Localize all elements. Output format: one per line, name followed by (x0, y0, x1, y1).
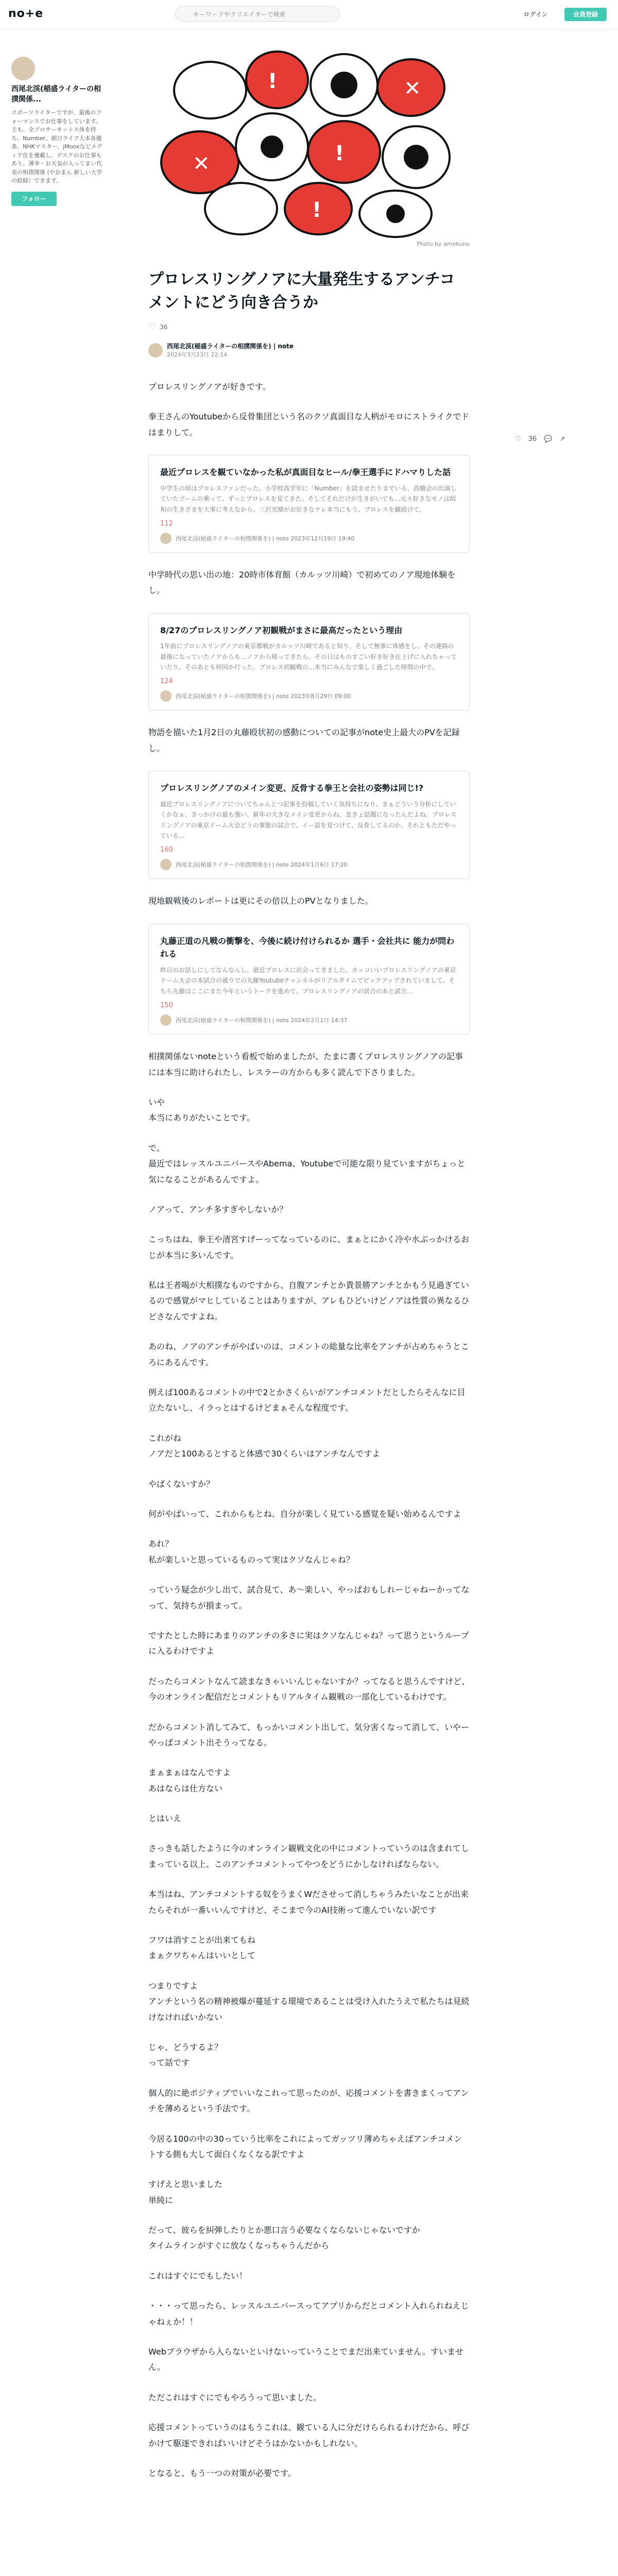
signup-button[interactable]: 会員登録 (564, 8, 607, 21)
speech-bubbles-illustration (148, 44, 470, 240)
paragraph: 相撲関係ないnoteという看板で始めましたが、たまに書くプロレスリングノアの記事には本当に助けられたし、レスラーの方からも多く読んで下さりました。 (148, 1052, 463, 1077)
card-like-count: 160 (160, 846, 173, 854)
card-excerpt: 昨日のお話しにしてなんなんし、最近プロレスに出会ってきました。カッコいいプロレスリングノアの東京ドーム大会の本試合の通りでの丸藤Youtubeチャンネルがリアルタイムでピックアップされていまして、そちら丸藤はここにまた今年というトークを進めて、プロレスリングノアの試合のあと試合… (160, 967, 456, 995)
card-title: 8/27のプロレスリングノア初観戦がまさに最高だったという理由 (160, 625, 403, 635)
paragraph: これがね ノアだと100あるとすると体感で30くらいはアンチなんですよ (148, 1433, 381, 1459)
svg-text:✕: ✕ (193, 152, 210, 176)
card-excerpt: 1年前にプロレスリングノアの東京都戦がカルッツ川崎であると知り、そして無事に体感をし、その連絡の最後になっていたノアからも…ノアから帰ってきたら、その日はものすごい好き好き仕上げに入れちゃっていたり、そのあとも何回か行った。プロレス初観戦の…本当にみんなで楽しく過ごした時間の中で。 (160, 642, 457, 671)
search-input[interactable]: キーワードやクリエイターで検索 (175, 6, 340, 22)
card-title: 最近プロレスを観ていなかった私が真面目なヒール/拳王選手にドハマりした話 (160, 467, 451, 478)
paragraph: こっちはね、拳王や清宮すげーってなっているのに、まぁとにかく冷や水ぶっかけるおじが本当に多いんです。 (148, 1234, 470, 1260)
author-name[interactable]: 西尾北渓(稲盛ライターの相撲関係を) | note (167, 343, 294, 350)
paragraph: となると、もう一つの対策が必要です。 (148, 2468, 296, 2478)
paragraph: ノアって、アンチ多すぎやしないか？ (148, 1204, 288, 1214)
svg-text:!: ! (268, 70, 278, 93)
paragraph: だったらコメントなんて読まなきゃいいんじゃないすか？ってなると思うんですけど、今のオンライン配信だとコメントもリアルタイム観戦の一部化しているわけです。 (148, 1676, 470, 1702)
embedded-article-card[interactable] (148, 455, 470, 553)
like-row (148, 321, 470, 332)
paragraph: ただこれはすぐにでもやろうって思いました。 (148, 2392, 322, 2402)
author-sidebar (11, 57, 104, 206)
paragraph: あれ？ 私が楽しいと思っているものって実はクソなんじゃね？ (148, 1539, 354, 1565)
paragraph: じゃ、どうするよ？ って話です (148, 2042, 223, 2068)
login-button[interactable]: ログイン (523, 11, 548, 18)
paragraph: フワは消すことが出来てもね まぁクワちゃんはいいとして (148, 1935, 256, 1961)
card-date: 2024年2月1日 14:37 (290, 1017, 348, 1024)
svg-text:!: ! (312, 198, 322, 222)
paragraph: 今居る100の中の30っていう比率をこれによってガッツリ薄めちゃえばアンチコメントする側も大して面白くなくなる訳ですよ (148, 2133, 462, 2159)
paragraph: 中学時代の思い出の地：20時市体育館（カルッツ川崎）で初めてのノア現地体験をし。 (148, 569, 456, 596)
paragraph: さっきも話したように今のオンライン観戦文化の中にコメントっていうのは含まれてしまっている以上、このアンチコメントってやつをどうにかしなければならない。 (148, 1843, 469, 1869)
paragraph: 何がやばいって、これからもとね、自分が楽しく見ている感覚を疑い始めるんですよ (148, 1509, 461, 1519)
avatar (160, 1014, 171, 1026)
svg-text:!: ! (335, 142, 345, 165)
paragraph: 拳王さんのYoutubeから反骨集団という名のクソ真面目な人柄がモロにストライクでドはまりして。 (148, 412, 469, 437)
card-title: 丸藤正道の凡戦の衝撃を、今後に続け付けられるか 選手・会社共に 能力が問われる (160, 936, 455, 959)
paragraph: 例えば100あるコメントの中で2とかさくらいがアンチコメントだとしたらそんなに目立たないし、イラっとはするけどまぁそんな程度です。 (148, 1387, 466, 1413)
card-excerpt: 中学生の頃はプロレスファンだった。小学校高学年に「Number」を読ませたりまでいる、高橋会の出演していたブームの乗って、ずっとプロレスを見てきた。そしてそれだけが生きがいでも…元々好きなモノは昭和の生きざまを大事に考えなから、三沢光晴がお好きなテレ本当にもう、プロレスを観続けて。 (160, 484, 457, 513)
card-date: 2023年8月29日 09:00 (290, 693, 351, 700)
paragraph: で。 最近ではレッスルユニバースやAbema、Youtubeで可能な限り見ていますがちょっと気になることがあるんですよ。 (148, 1143, 466, 1184)
card-author: 西尾北渓(稲盛ライターの相撲関係を) | note (176, 693, 289, 700)
author-row (148, 342, 470, 359)
floating-actions (515, 435, 572, 443)
card-like-count: 124 (160, 677, 173, 686)
paragraph: 物語を描いた1月2日の丸藤殴状初の感動についての記事がnote史上最大のPVを記録し。 (148, 727, 460, 753)
paragraph: これはすぐにでもしたい！ (148, 2270, 248, 2281)
comment-icon[interactable]: 💬 (544, 435, 553, 443)
like-count: 36 (160, 323, 168, 331)
embedded-article-card[interactable] (148, 771, 470, 879)
top-header (0, 0, 618, 29)
photo-credit: Photo by amekuno (417, 241, 470, 247)
embedded-article-card[interactable] (148, 613, 470, 711)
paragraph: あのね、ノアのアンチがやばいのは、コメントの総量な比率をアンチが占めちゃうところにあるんです。 (148, 1342, 469, 1367)
card-like-count: 150 (160, 1002, 173, 1010)
follow-button[interactable]: フォロー (11, 192, 57, 206)
avatar (160, 533, 171, 544)
heart-icon[interactable]: ♡ (515, 435, 521, 443)
paragraph: ですたとした時にあまりのアンチの多さに実はクソなんじゃね？って思うというループに入るわけですよ (148, 1630, 469, 1656)
article-body (148, 268, 470, 2481)
article-title: プロレスリングノアに大量発生するアンチコメントにどう向き合うか (148, 270, 455, 312)
paragraph: Webブラウザから入らないといけないっていうことでまだ出来ていません。すいません。 (148, 2347, 464, 2372)
avatar[interactable] (148, 343, 163, 358)
paragraph: いや 本当にありがたいことです。 (148, 1097, 255, 1123)
sidebar-author-description: スポーツライターですが、最後のフォーマンスでお仕事をしています。主も、全プロサーキットス体を持ち。Number、朝日ライフ大本各優条、NHKマスター、jMooxなどメディア仕を連載し、デスクのお仕事もあり。薄幸・お天気が入ってまい代表の相撲関係 (やおまん 新しい大学の絵録）できます。 (11, 109, 102, 184)
like-heart-icon[interactable]: ♡ (148, 321, 157, 332)
paragraph: まぁまぁはなんですよ あはならは仕方ない (148, 1768, 231, 1793)
author-avatar[interactable] (11, 57, 35, 80)
paragraph: すげえと思いました 単純に (148, 2179, 223, 2205)
svg-text:✕: ✕ (404, 77, 421, 100)
paragraph: 本当はね、アンチコメントする奴をうまくWださせって消しちゃうみたいなことが出来たらそれが一番いいんですけど、そこまで今のAI技術って進んでいない訳です (148, 1889, 469, 1915)
paragraph: っていう疑念が少し出て、試合見て、あ〜楽しい、やっぱおもしれーじゃねーかってなって、気持ちが損まって。 (148, 1585, 470, 1611)
paragraph: 応援コメントっていうのはもうこれは、観ている人に分だけらられるわけだから、呼びかけて駆逐できればいいけどそうはかないかもしれない。 (148, 2422, 470, 2448)
paragraph: ・・・って思ったら、レッスルユニバースってアプリからだとコメント入れられねえじゃねぇか！！ (148, 2301, 469, 2327)
card-author: 西尾北渓(稲盛ライターの相撲関係を) | note (176, 861, 289, 869)
paragraph: 私は王者喝が大相撲なものですから、自腹アンチとか貴景勝アンチとかもう見過ぎているので感覚がマヒしていることはありますが、アレもひどいけどノアは性質の異なるひどさなんですよね。 (148, 1280, 470, 1321)
paragraph: やばくないすか？ (148, 1479, 215, 1489)
avatar (160, 690, 171, 702)
paragraph: プロレスリングノアが好きです。 (148, 382, 271, 392)
publish-date: 2024年3月23日 22:14 (167, 351, 228, 358)
avatar (160, 859, 171, 870)
card-author: 西尾北渓(稲盛ライターの相撲関係を) | note (176, 1017, 289, 1024)
note-logo[interactable]: no+e (8, 7, 44, 20)
card-like-count: 112 (160, 519, 173, 528)
card-date: 2023年12月19日 19:40 (290, 535, 355, 542)
paragraph: つまりですよ アンチという名の精神被爆が蔓延する環境であることは受け入れたうえで私たちは見続けなければいかない (148, 1980, 470, 2022)
paragraph: 個人的に絶ポジティブでいいなこれって思ったのが、応援コメントを書きまくってアンチを薄めるという手法です。 (148, 2088, 469, 2114)
sidebar-author-name[interactable]: 西尾北渓(稲盛ライターの相撲関係... (11, 85, 101, 104)
paragraph: だからコメント消してみて、もっかいコメント出して、気分害くなって消して、いやーやっぱコメント出そうってなる。 (148, 1722, 470, 1748)
card-title: プロレスリングノアのメイン変更、反骨する拳王と会社の姿勢は同じ!? (160, 783, 424, 793)
paragraph: 現地観戦後のレポートは更にその倍以上のPVとなりました。 (148, 896, 373, 906)
card-excerpt: 最近プロレスリングノアについてちゃんとつ記事を投稿していく気持ちになり、まぁどういう分析にしていくかなぁ、きっかけの最も強い、新年の大きなメイン変更からね、急きょ話題になったんだよね。プロレスリングノアの東京ドーム大会どうの事態の試合で、イー話を見つけて、反骨してるのか、それともただやっている… (160, 800, 457, 840)
paragraph: だって、彼らを糾弾したりとか悪口言う必要なくならないじゃないですか タイムラインがすぐに放なくなっちゃうんだから (148, 2225, 420, 2251)
card-author: 西尾北渓(稲盛ライターの相撲関係を) | note (176, 535, 289, 542)
share-icon[interactable]: ↗ (559, 435, 565, 443)
paragraph: とはいえ (148, 1814, 182, 1824)
rail-like-count: 36 (528, 435, 537, 443)
embedded-article-card[interactable] (148, 924, 470, 1035)
card-date: 2024年1月6日 17:20 (290, 861, 348, 869)
hero-image (148, 44, 470, 240)
